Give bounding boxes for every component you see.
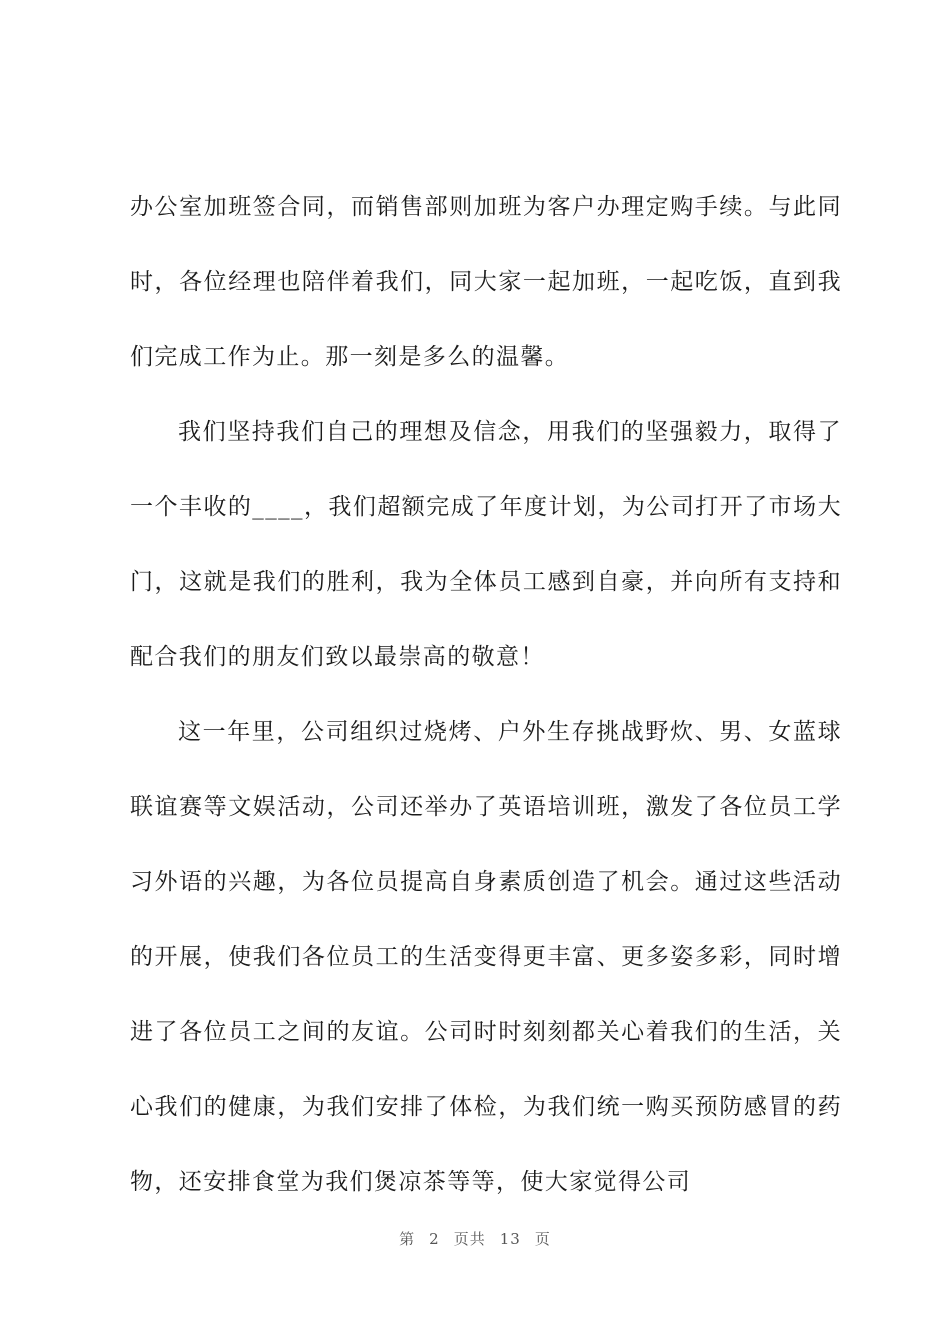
paragraph-2: 我们坚持我们自己的理想及信念，用我们的坚强毅力，取得了一个丰收的____，我们超额完成了年度计划，为公司打开了市场大门，这就是我们的胜利，我为全体员工感到自豪，并向所有支持和配合我们的朋友们致以最崇高的敬意！ <box>130 419 842 670</box>
footer-middle: 页共 <box>453 1230 486 1248</box>
footer-prefix: 第 <box>399 1230 416 1248</box>
paragraph-1: 办公室加班签合同，而销售部则加班为客户办理定购手续。与此同时，各位经理也陪伴着我们，同大家一起加班，一起吃饭，直到我们完成工作为止。那一刻是多么的温馨。 <box>130 194 842 370</box>
paragraph-3: 这一年里，公司组织过烧烤、户外生存挑战野炊、男、女蓝球联谊赛等文娱活动，公司还举办了英语培训班，激发了各位员工学习外语的兴趣，为各位员提高自身素质创造了机会。通过这些活动的开展，使我们各位员工的生活变得更丰富、更多姿多彩，同时增进了各位员工之间的友谊。公司时时刻刻都关心着我们的生活，关心我们的健康，为我们安排了体检，为我们统一购买预防感冒的药物，还安排食堂为我们煲凉茶等等，使大家觉得公司 <box>130 719 842 1195</box>
footer-total-pages: 13 <box>499 1230 521 1248</box>
footer-suffix: 页 <box>534 1230 551 1248</box>
footer-page-number: 2 <box>429 1230 440 1248</box>
page-footer <box>0 1228 950 1249</box>
document-body <box>130 170 842 1220</box>
